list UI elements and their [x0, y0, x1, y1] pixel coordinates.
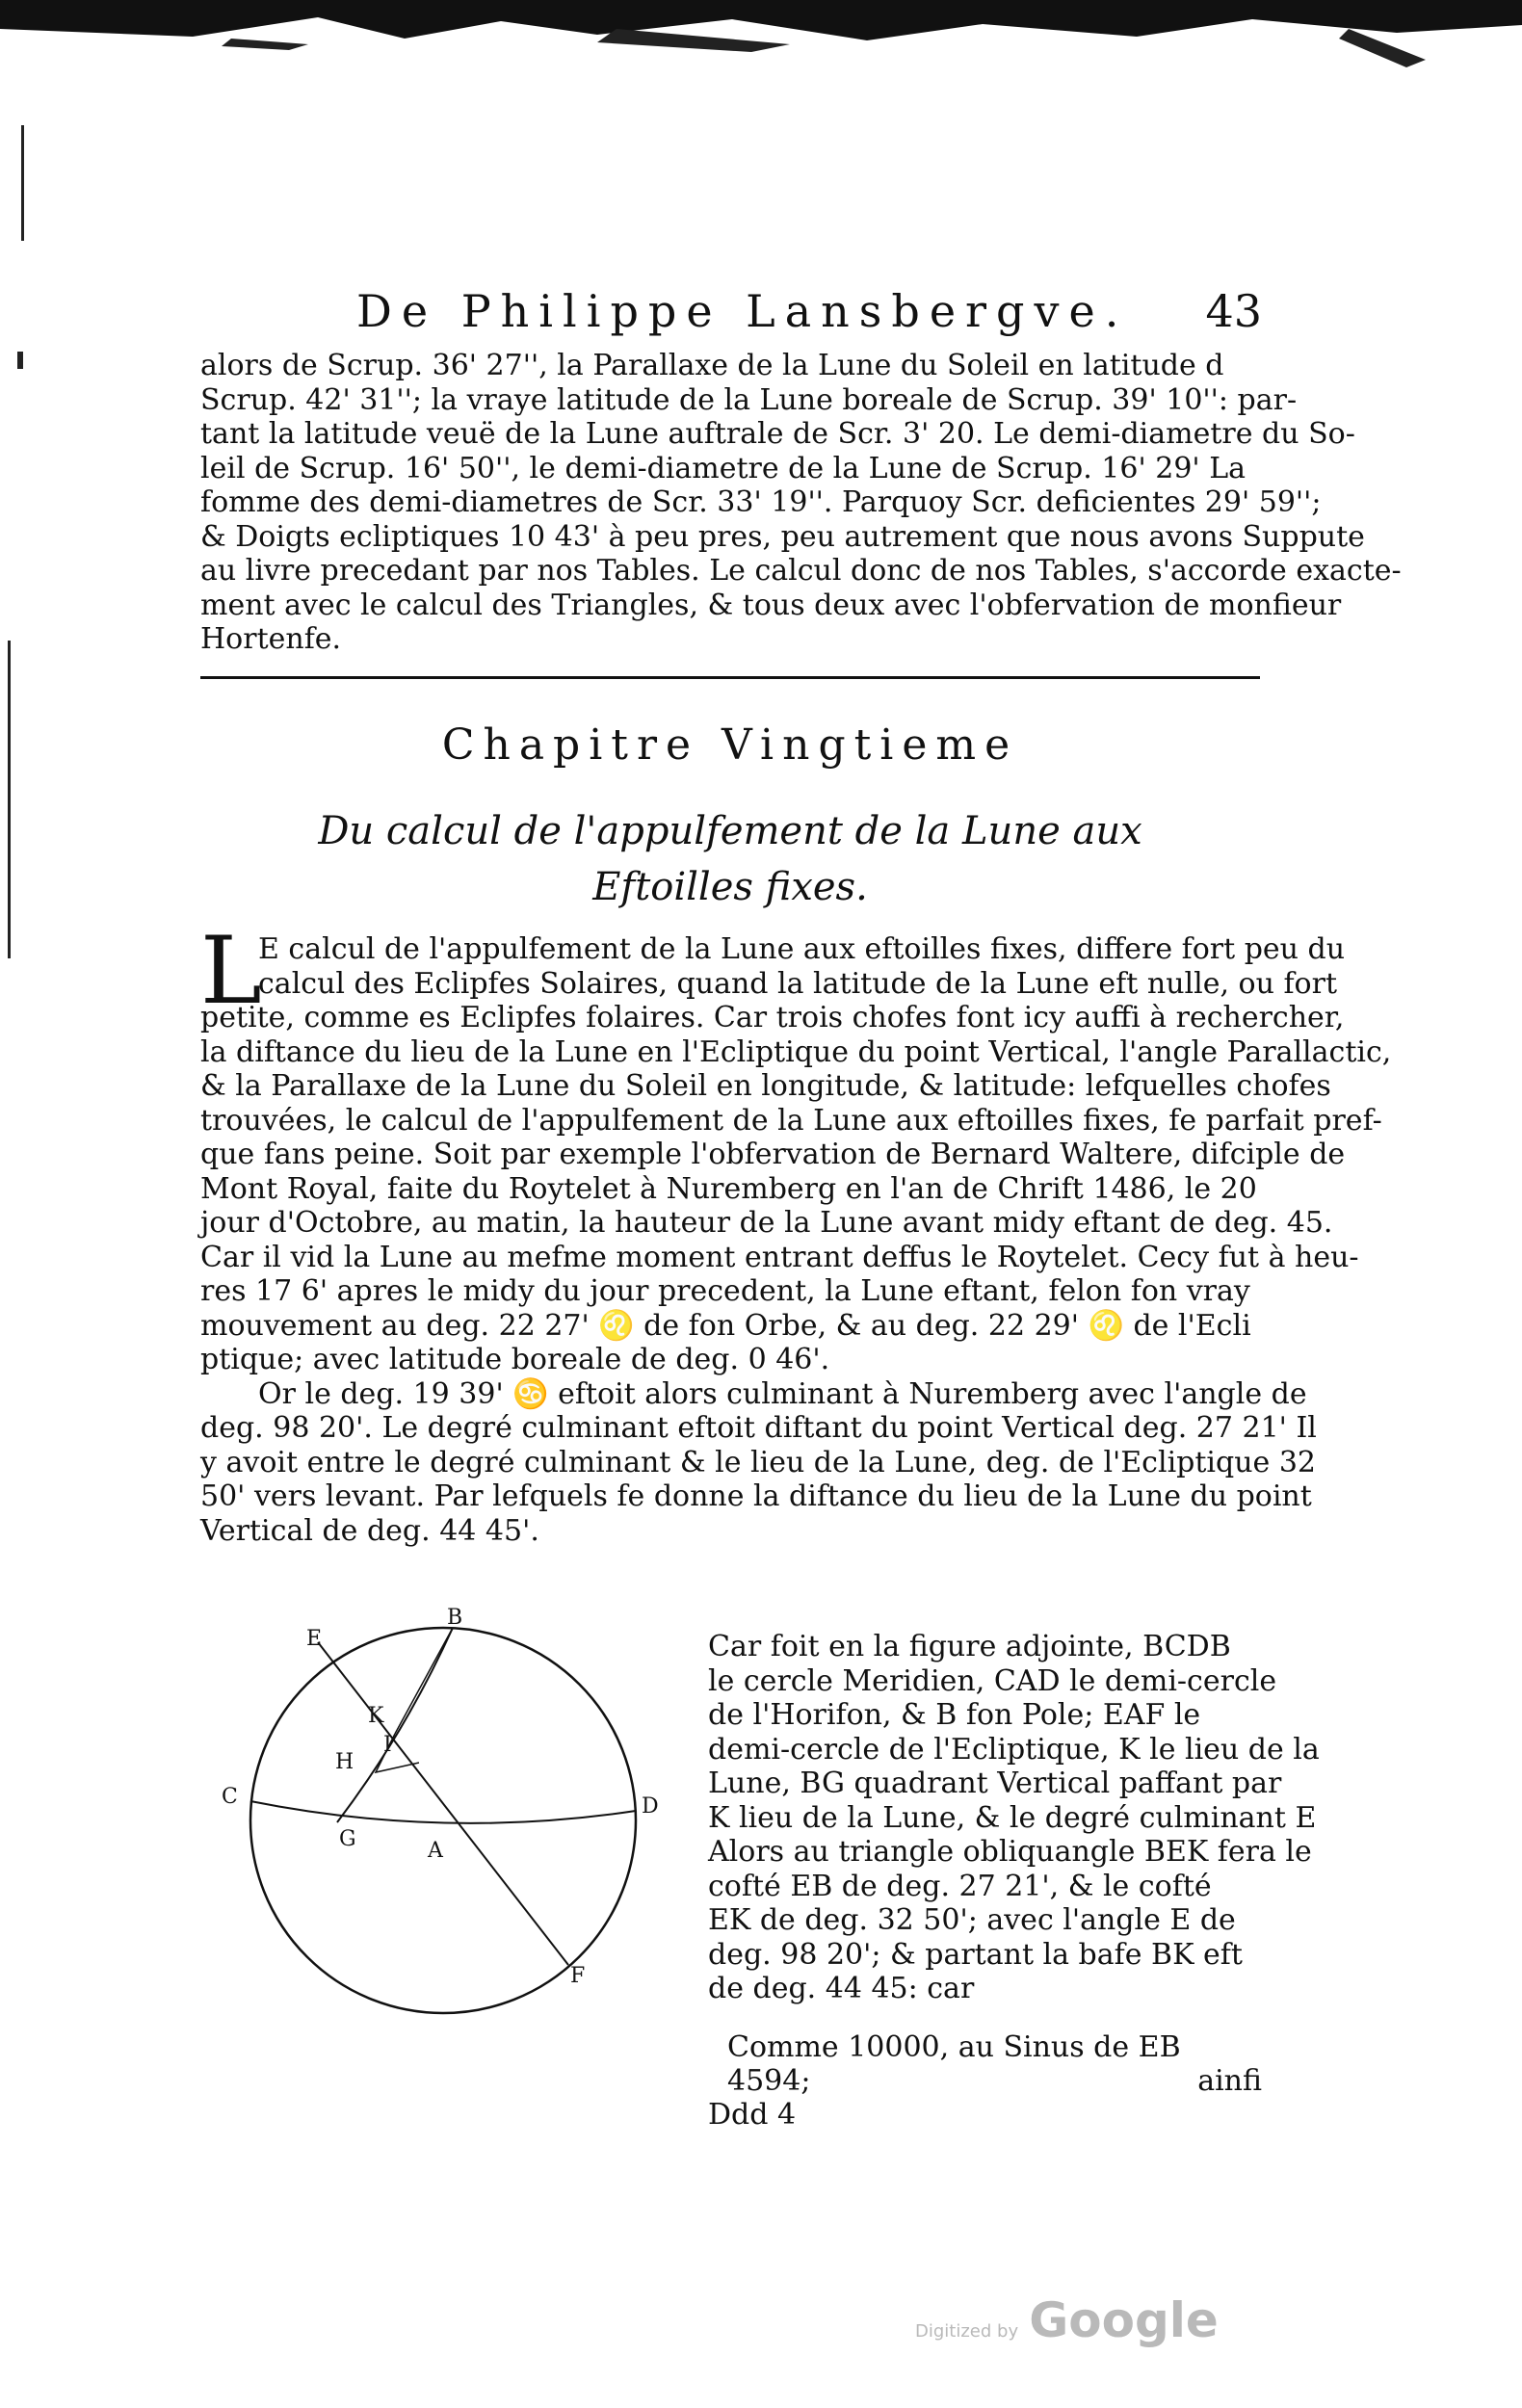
text-line: la diftance du lieu de la Lune en l'Ecliptique du point Vertical, l'angle Parallactic, — [200, 1034, 1392, 1069]
text-line: fomme des demi-diametres de Scr. 33' 19''. Parquoy Scr. deficientes 29' 59''; — [200, 485, 1322, 519]
text-line: calcul des Eclipfes Solaires, quand la latitude de la Lune eft nulle, ou fort — [258, 966, 1338, 1001]
figure-label-g: G — [339, 1827, 356, 1851]
text-line: Scrup. 42' 31''; la vraye latitude de la Lune boreale de Scrup. 39' 10'': par- — [200, 382, 1298, 417]
margin-mark — [17, 352, 23, 369]
astronomical-figure — [212, 1599, 694, 2052]
chapter-heading: Chapitre Vingtieme — [441, 720, 1019, 770]
text-line: le cercle Meridien, CAD le demi-cercle — [708, 1663, 1277, 1698]
text-line: Hortenfe. — [200, 622, 342, 656]
text-line: tant la latitude veuë de la Lune auftrale de Scr. 3' 20. Le demi-diametre du So- — [200, 417, 1355, 451]
text-line: Mont Royal, faite du Roytelet à Nuremberg en l'an de Chrift 1486, le 20 — [200, 1171, 1257, 1206]
aux-line — [376, 1734, 419, 1772]
section-rule — [200, 676, 1260, 679]
running-header — [356, 285, 1262, 337]
margin-mark — [8, 641, 11, 958]
main-paragraph — [200, 917, 1392, 1548]
text-line: que fans peine. Soit par exemple l'obfervation de Bernard Waltere, difciple de — [200, 1138, 1346, 1171]
text-line: y avoit entre le degré culminant & le lieu de la Lune, deg. de l'Ecliptique 32 — [200, 1445, 1317, 1479]
text-line: E calcul de l'appulfement de la Lune aux eftoilles fixes, differe fort peu du — [258, 932, 1346, 966]
meridian-circle — [250, 1628, 636, 2013]
text-line: mouvement au deg. 22 27' ♌ de fon Orbe, & au deg. 22 29' ♌ de l'Ecli — [200, 1308, 1251, 1343]
text-line: leil de Scrup. 16' 50'', le demi-diametre de la Lune de Scrup. 16' 29' La — [200, 451, 1246, 485]
text-line: de deg. 44 45: car — [708, 1972, 975, 2005]
text-line: Vertical de deg. 44 45'. — [200, 1513, 539, 1548]
scan-top-edge — [0, 0, 1522, 67]
header-title: De Philippe Lansbergve. — [356, 285, 1129, 337]
text-line: EK de deg. 32 50'; avec l'angle E de — [708, 1903, 1236, 1937]
google-logo: Google — [1029, 2292, 1219, 2348]
margin-mark — [21, 125, 24, 241]
catchword: ainfi — [1197, 2064, 1262, 2098]
page-number: 43 — [1205, 285, 1262, 337]
chapter-subtitle-line: Eftoilles fixes. — [592, 865, 868, 909]
aux-line — [395, 1628, 453, 1734]
text-line: Lune, BG quadrant Vertical paffant par — [708, 1767, 1282, 1800]
text-line: Car il vid la Lune au mefme moment entrant deffus le Roytelet. Cecy fut à heu- — [200, 1240, 1359, 1274]
text-line: & la Parallaxe de la Lune du Soleil en longitude, & latitude: lefquelles chofes — [200, 1069, 1331, 1103]
watermark-prefix: Digitized by — [915, 2321, 1019, 2342]
figure-label-k: K — [368, 1704, 384, 1728]
text-line: deg. 98 20'; & partant la bafe BK eft — [708, 1937, 1243, 1972]
text-line: ptique; avec latitude boreale de deg. 0 46'. — [200, 1343, 830, 1376]
text-line: demi-cercle de l'Ecliptique, K le lieu de la — [708, 1732, 1320, 1767]
figure-label-e: E — [306, 1627, 323, 1651]
figure-label-h: H — [335, 1750, 354, 1774]
text-line: jour d'Octobre, au matin, la hauteur de la Lune avant midy eftant de deg. 45. — [200, 1206, 1333, 1240]
text-line: trouvées, le calcul de l'appulfement de la Lune aux eftoilles fixes, fe parfait pref- — [200, 1103, 1382, 1138]
digitization-watermark — [915, 2292, 1219, 2348]
figure-label-a: A — [428, 1839, 443, 1863]
ecliptic-line — [318, 1642, 568, 1965]
text-line: K lieu de la Lune, & le degré culminant E — [708, 1800, 1317, 1835]
figure-label-b: B — [447, 1606, 463, 1630]
text-line: alors de Scrup. 36' 27'', la Parallaxe de la Lune du Soleil en latitude d — [200, 349, 1224, 382]
text-line: Car foit en la figure adjointe, BCDB — [708, 1630, 1231, 1663]
text-line: ment avec le calcul des Triangles, & tous deux avec l'obfervation de monfieur — [200, 588, 1342, 622]
text-line: & Doigts ecliptiques 10 43' à peu pres, peu autrement que nous avons Suppute — [200, 519, 1365, 554]
final-line: Comme 10000, au Sinus de EB 4594; — [727, 2030, 1181, 2098]
chapter-subtitle-line: Du calcul de l'appulfement de la Lune aux — [318, 809, 1142, 853]
chapter-subtitle — [200, 803, 1260, 915]
text-line: petite, comme es Eclipfes folaires. Car trois chofes font icy auffi à rechercher, — [200, 1001, 1345, 1034]
text-line: 50' vers levant. Par lefquels fe donne la diftance du lieu de la Lune du point — [200, 1479, 1312, 1513]
text-line: au livre precedant par nos Tables. Le calcul donc de nos Tables, s'accorde exacte- — [200, 554, 1402, 588]
page-footer — [708, 2030, 1262, 2132]
figure-label-c: C — [222, 1785, 238, 1809]
figure-description — [708, 1630, 1320, 2006]
figure-label-f: F — [570, 1964, 586, 1988]
text-line: deg. 98 20'. Le degré culminant eftoit diftant du point Vertical deg. 27 21' Il — [200, 1411, 1317, 1445]
text-line: cofté EB de deg. 27 21', & le cofté — [708, 1869, 1212, 1903]
text-line: res 17 6' apres le midy du jour precedent, la Lune eftant, felon fon vray — [200, 1274, 1250, 1308]
text-line: Or le deg. 19 39' ♋ eftoit alors culminant à Nuremberg avec l'angle de — [258, 1376, 1307, 1411]
continuation-paragraph — [200, 349, 1402, 657]
figure-label-i: I — [383, 1733, 392, 1757]
text-line: Alors au triangle obliquangle BEK fera le — [708, 1835, 1312, 1869]
text-line: de l'Horifon, & B fon Pole; EAF le — [708, 1698, 1201, 1732]
figure-label-d: D — [642, 1794, 659, 1819]
signature-mark: Ddd 4 — [708, 2098, 797, 2132]
drop-cap: L — [200, 917, 262, 1025]
